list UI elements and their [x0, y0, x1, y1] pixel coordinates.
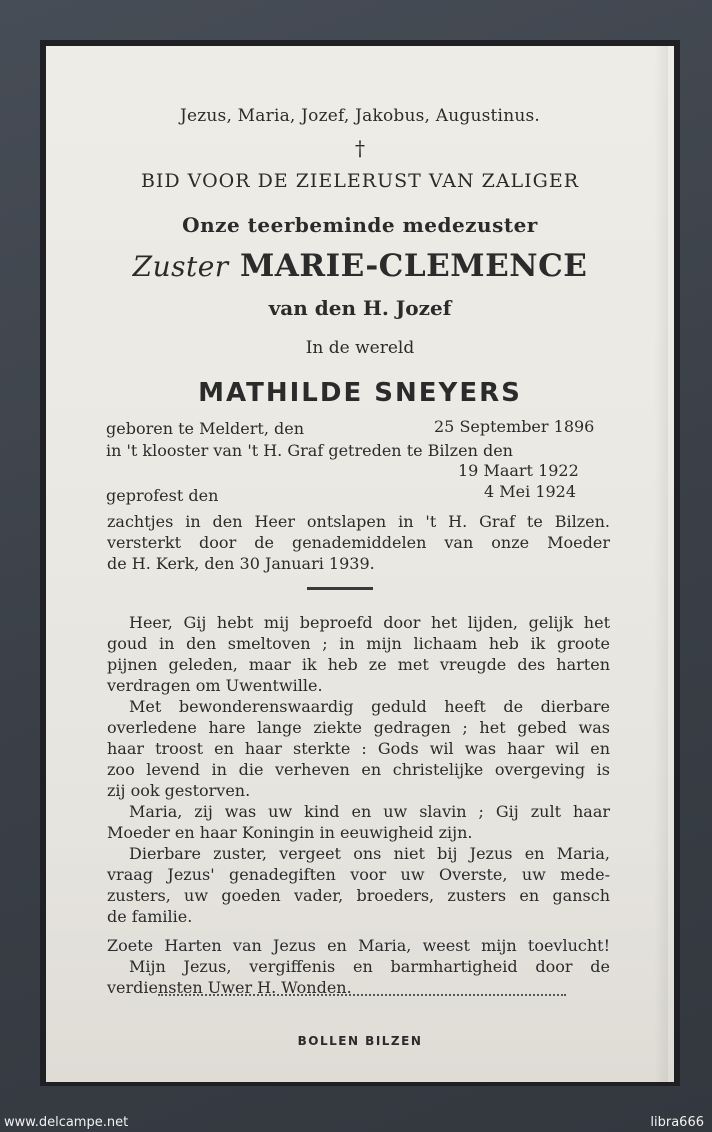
text-line: goud in den smeltoven ; in mijn lichaam heb ik groote	[107, 634, 610, 653]
divider	[307, 587, 373, 590]
text-line: Moeder en haar Koningin in eeuwigheid zijn.	[107, 823, 473, 842]
dotted-divider	[158, 994, 566, 996]
born-date: 25 September 1896	[434, 417, 595, 436]
text-line: verdragen om Uwentwille.	[107, 676, 323, 695]
death-line: versterkt door de genademiddelen van onze Moeder	[107, 533, 610, 552]
text-line: Zoete Harten van Jezus en Maria, weest mijn toevlucht!	[107, 936, 610, 955]
text-line: verdiensten Uwer H. Wonden.	[107, 978, 352, 997]
saints-line: Jezus, Maria, Jozef, Jakobus, Augustinus.	[179, 106, 541, 126]
professed-label: geprofest den	[106, 486, 219, 505]
medezuster-line: Onze teerbeminde medezuster	[182, 213, 538, 237]
text-line: Met bewonderenswaardig geduld heeft de dierbare	[129, 697, 610, 716]
entered-date: 19 Maart 1922	[458, 461, 579, 480]
text-line: Heer, Gij hebt mij beproefd door het lijden, gelijk het	[129, 613, 610, 632]
death-paragraph	[107, 511, 610, 574]
printer-name: BOLLEN BILZEN	[297, 1034, 423, 1048]
text-line: de familie.	[107, 907, 193, 926]
religious-name	[46, 248, 674, 284]
text-line: zusters, uw goeden vader, broeders, zusters en gansch	[107, 886, 610, 905]
footer-user: libra666	[650, 1115, 704, 1130]
death-line: zachtjes in den Heer ontslapen in 't H. Graf te Bilzen.	[107, 512, 610, 531]
name-prefix: Zuster	[132, 250, 229, 283]
text-line: pijnen geleden, maar ik heb ze met vreugde des harten	[107, 655, 610, 674]
birth-name: MATHILDE SNEYERS	[198, 378, 522, 408]
text-line: zoo levend in die verheven en christelijke overgeving is	[107, 760, 610, 779]
born-label: geboren te Meldert, den	[106, 419, 305, 438]
prayer-text	[107, 612, 610, 998]
text-line: zij ook gestorven.	[107, 781, 251, 800]
death-line: de H. Kerk, den 30 Januari 1939.	[107, 554, 375, 573]
cross-icon: †	[355, 136, 365, 160]
order-line: van den H. Jozef	[268, 296, 452, 320]
text-line: Dierbare zuster, vergeet ons niet bij Jezus en Maria,	[129, 844, 610, 863]
text-line: overledene hare lange ziekte gedragen ; het gebed was	[107, 718, 610, 737]
entered-label: in 't klooster van 't H. Graf getreden te Bilzen den	[106, 441, 513, 460]
text-line: Mijn Jezus, vergiffenis en barmhartigheid door de	[129, 957, 610, 976]
text-line: haar troost en haar sterkte : Gods wil was haar wil en	[107, 739, 610, 758]
text-line: vraag Jezus' genadegiften voor uw Overste, uw mede-	[107, 865, 610, 884]
professed-date: 4 Mei 1924	[484, 482, 577, 501]
name-main: MARIE-CLEMENCE	[239, 248, 588, 284]
world-line: In de wereld	[305, 338, 415, 358]
memorial-card	[46, 46, 674, 1082]
prayer-heading: BID VOOR DE ZIELERUST VAN ZALIGER	[140, 170, 580, 192]
text-line: Maria, zij was uw kind en uw slavin ; Gij zult haar	[129, 802, 610, 821]
footer-site: www.delcampe.net	[4, 1115, 129, 1130]
